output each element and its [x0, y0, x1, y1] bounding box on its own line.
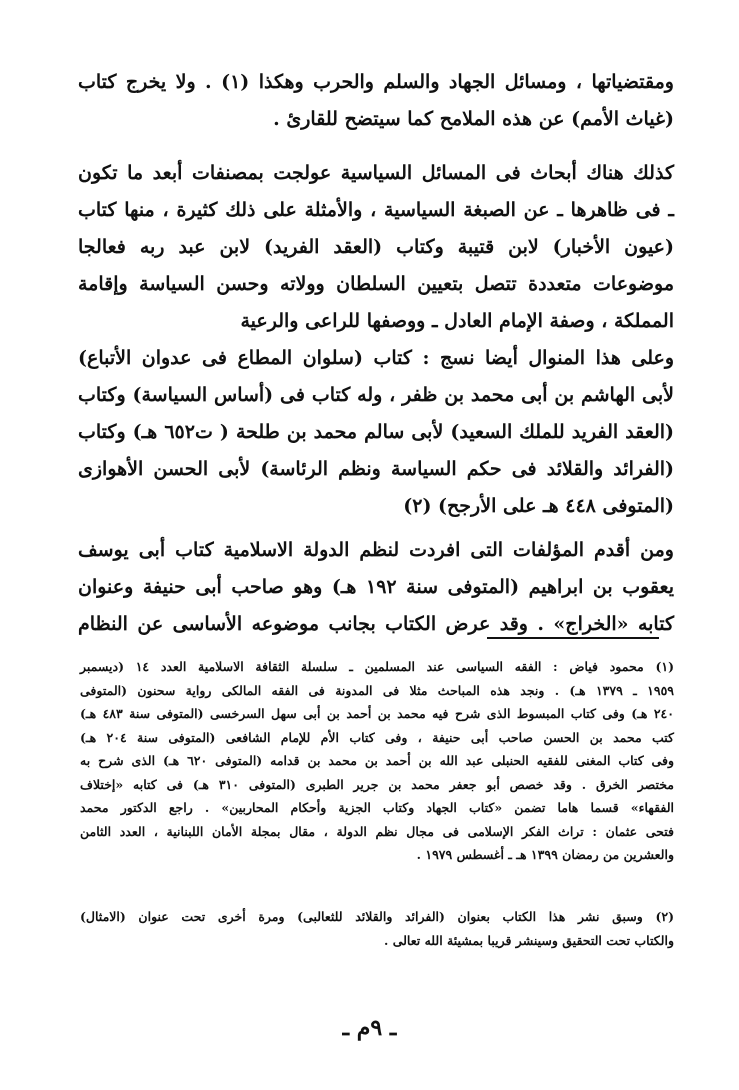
body-paragraph-3 [78, 340, 674, 525]
text-line: موضوعات متعددة تتصل بتعيين السلطان وولاته وحسن السياسة وإقامة [78, 273, 674, 295]
footnote-line: ١٩٥٩ ـ ١٣٧٩ هـ) . ونجد هذه المباحث مثلا فى المدونة فى الفقه المالكى رواية سحنون (المتوفى [80, 682, 675, 698]
footnote-line: مختصر الخرق . وقد خصص أبو جعفر محمد بن جرير الطبرى (المتوفى ٣١٠ هـ) فى كتابه «إختلاف [80, 776, 674, 792]
text-line: (المتوفى ٤٤٨ هـ على الأرجح) (٢) [403, 495, 674, 517]
footnote-2 [80, 905, 674, 952]
text-line: يعقوب بن ابراهيم (المتوفى سنة ١٩٢ هـ) وهو صاحب أبى حنيفة وعنوان [78, 576, 675, 598]
text-line: ومقتضياتها ، ومسائل الجهاد والسلم والحرب وهكذا (١) . ولا يخرج كتاب [78, 71, 674, 93]
footnote-line: فتحى عثمان : تراث الفكر الإسلامى فى مجال نظم الدولة ، مقال بمجلة الأمان اللبنانية ، العدد الثامن [80, 823, 674, 839]
text-line: (العقد الفريد للملك السعيد) لأبى سالم محمد بن طلحة ( ت٦٥٢ هـ) وكتاب [78, 421, 674, 443]
body-paragraph-1 [78, 64, 674, 138]
text-line: ـ فى ظاهرها ـ عن الصبغة السياسية ، والأمثلة على ذلك كثيرة ، منها كتاب [78, 199, 674, 221]
footnote-line: والعشرين من رمضان ١٣٩٩ هـ ـ أغسطس ١٩٧٩ . [416, 847, 674, 862]
footnote-1 [80, 655, 674, 867]
text-line: كذلك هناك أبحاث فى المسائل السياسية عولجت بمصنفات أبعد ما تكون [78, 162, 674, 184]
text-line: كتابه «الخراج» . وقد عرض الكتاب بجانب موضوعه الأساسى عن النظام [78, 613, 674, 635]
footnote-line: ٢٤٠ هـ) وفى كتاب المبسوط الذى شرح فيه محمد بن أحمد بن أبى سهل السرخسى (المتوفى سنة ٤٨٣ هـ) [80, 706, 674, 721]
text-line: (عيون الأخبار) لابن قتيبة وكتاب (العقد الفريد) لابن عبد ربه فعالجا [78, 236, 674, 258]
text-line: (الفرائد والقلائد فى حكم السياسة ونظم الرئاسة) لأبى الحسن الأهوازى [78, 458, 674, 480]
footnote-line: الفقهاء» قسما هاما تضمن «كتاب الجهاد وكتاب الجزية وأحكام المحاربين» . راجع الدكتور محمد [80, 800, 674, 815]
text-line: لأبى الهاشم بن أبى محمد بن ظفر ، وله كتاب فى (أساس السياسة) وكتاب [78, 384, 674, 406]
text-line: المملكة ، وصفة الإمام العادل ـ ووصفها للراعى والرعية [240, 310, 674, 332]
footnote-line: (١) محمود فياض : الفقه السياسى عند المسلمين ـ سلسلة الثقافة الاسلامية العدد ١٤ (ديسمبر [80, 659, 675, 674]
footnote-line: (٢) وسبق نشر هذا الكتاب بعنوان (الفرائد والقلائد للثعالبى) ومرة أخرى تحت عنوان (الامثال) [80, 909, 674, 924]
body-paragraph-2 [78, 155, 674, 340]
page-number: ـ ٩م ـ [342, 1015, 397, 1041]
body-paragraph-4 [78, 532, 674, 643]
text-line: (غياث الأمم) عن هذه الملامح كما سيتضح للقارئ . [273, 108, 674, 130]
text-line: وعلى هذا المنوال أيضا نسج : كتاب (سلوان المطاع فى عدوان الأتباع) [78, 347, 674, 369]
footnote-line: وفى كتاب المغنى للفقيه الحنبلى عبد الله بن أحمد بن محمد بن قدامه (المتوفى ٦٢٠ هـ) الذى شرح به [80, 753, 674, 768]
footnote-line: كتب محمد بن الحسن صاحب أبى حنيفة ، وفى كتاب الأم للإمام الشافعى (المتوفى سنة ٢٠٤ هـ) [80, 729, 674, 745]
footnote-separator [487, 637, 659, 639]
text-line: ومن أقدم المؤلفات التى افردت لنظم الدولة الاسلامية كتاب أبى يوسف [78, 539, 674, 561]
footnote-line: والكتاب تحت التحقيق وسينشر قريبا بمشيئة الله تعالى . [383, 932, 674, 948]
